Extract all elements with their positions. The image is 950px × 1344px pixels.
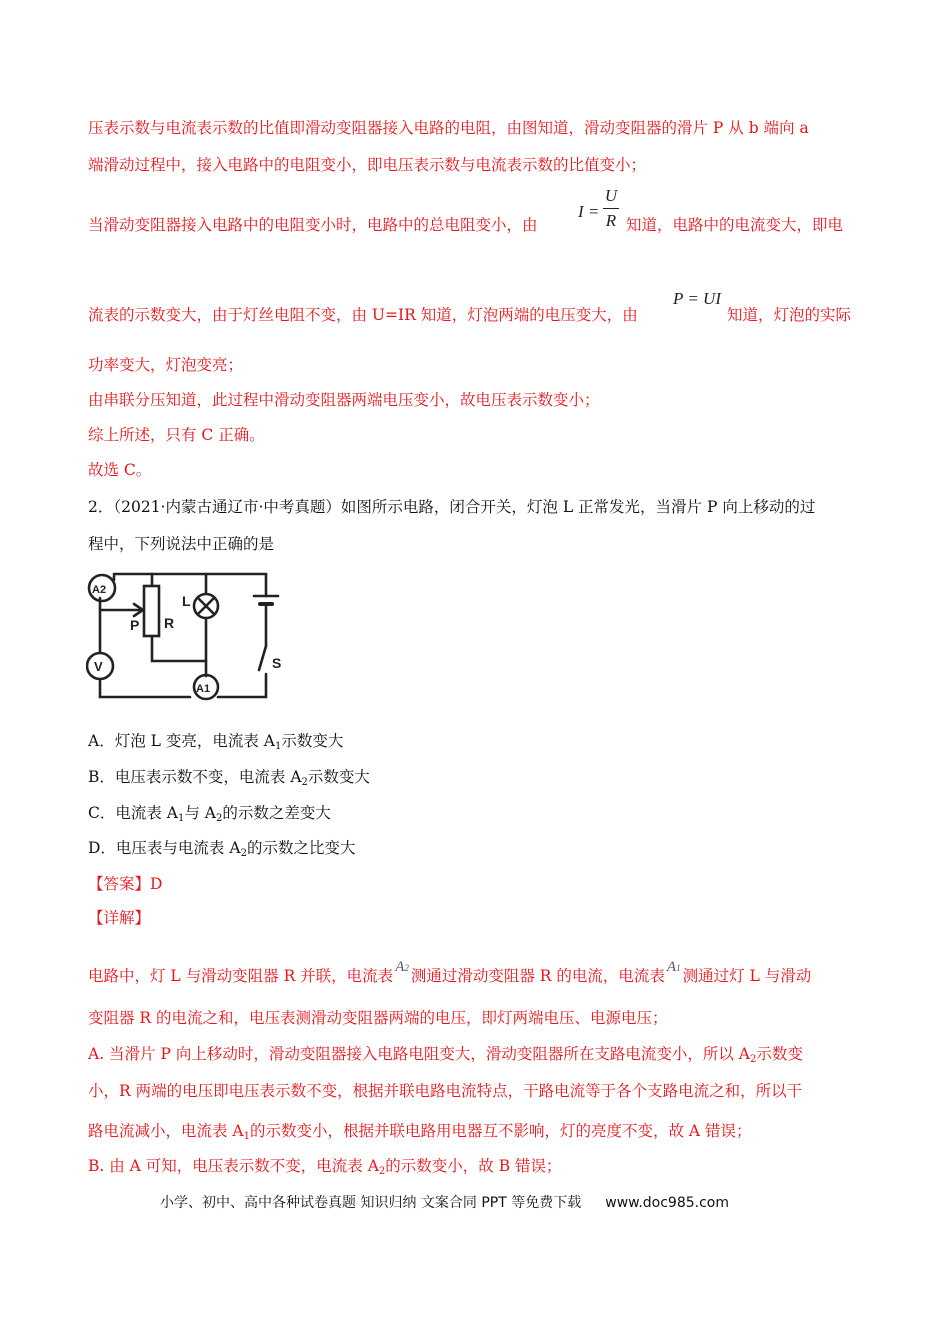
option-b: B．电压表示数不变，电流表 $A_2$示数变大 [88,768,370,788]
solution1-line6: 由串联分压知道，此过程中滑动变阻器两端电压变小，故电压表示数变小； [88,391,600,409]
label-v: V [94,659,103,674]
formula-i-equals: I = [578,202,600,221]
solution2-line4: 小，R 两端的电压即电压表示数不变，根据并联电路电流特点，干路电流等于各个支路电流之和，所以干 [88,1082,803,1100]
solution2-line5: 路电流减小，电流表 $A_1$的示数变小，根据并联电路用电器互不影响，灯的亮度不变，故 A 错误； [88,1122,752,1142]
label-p: P [130,617,140,633]
solution1-line8: 故选 C。 [88,461,152,479]
fraction-bar [603,208,619,209]
solution1-line2: 端滑动过程中，接入电路中的电阻变小，即电压表示数与电流表示数的比值变小； [88,156,647,174]
solution1-line7: 综上所述，只有 C 正确。 [88,426,265,444]
solution1-line4a: 流表的示数变大，由于灯丝电阻不变，由 U=IR 知道，灯泡两端的电压变大，由 [88,306,638,324]
footer-text: 小学、初中、高中各种试卷真题 知识归纳 文案合同 PPT 等免费下载 [160,1195,582,1211]
label-l: L [182,593,191,609]
fraction-numerator: U [604,186,618,205]
switch-blade [259,646,266,670]
solution1-line3a: 当滑动变阻器接入电路中的电阻变小时，电路中的总电阻变小，由 [88,216,538,234]
wire-rheostat-bottom [152,636,206,661]
solution1-line3b: 知道，电路中的电流变大，即电 [626,216,844,234]
solution1-line4b: 知道，灯泡的实际 [727,306,852,324]
answer-label: 【答案】D [88,875,163,893]
question2-stem-line1: 2．（2021·内蒙古通辽市·中考真题）如图所示电路，闭合开关，灯泡 L 正常发光，当滑片 P 向上移动的过 [88,498,816,516]
solution2-line6: B. 由 A 可知，电压表示数不变，电流表 $A_2$的示数变小，故 B 错误； [88,1157,562,1177]
formula-p-equals-ui: P = UI [673,289,721,308]
solution1-line5: 功率变大，灯泡变亮； [88,356,244,374]
option-d: D．电压表与电流表 $A_2$的示数之比变大 [88,839,356,859]
detail-label: 【详解】 [88,909,151,927]
solution2-line3: A. 当滑片 P 向上移动时，滑动变阻器接入电路电阻变大，滑动变阻器所在支路电流变小，所以 $A_2$示数变 [88,1045,803,1065]
option-a: A．灯泡 L 变亮，电流表 $A_1$示数变大 [88,732,344,752]
footer-url[interactable]: www.doc985.com [605,1195,729,1211]
fraction-denominator: R [605,211,617,230]
solution1-line1: 压表示数与电流表示数的比值即滑动变阻器接入电路的电阻，由图知道，滑动变阻器的滑片 P 从 b 端向 a [88,119,809,137]
solution2-line2: 变阻器 R 的电流之和，电压表测滑动变阻器两端的电压，即灯两端电压、电源电压； [88,1009,668,1027]
label-s: S [272,655,282,671]
rheostat-body [144,586,159,636]
circuit-diagram [86,566,286,706]
option-c: C．电流表 $A_1$与 $A_2$的示数之差变大 [88,804,331,824]
formula-fraction [603,186,619,231]
question2-stem-line2: 程中，下列说法中正确的是 [88,535,275,553]
label-a1: A1 [196,683,211,695]
wire-left-lower [100,680,190,697]
page-footer [160,1192,729,1212]
solution2-line1: 电路中，灯 L 与滑动变阻器 R 并联，电流表 A2 测通过滑动变阻器 R 的电流，电流表 A1 测通过灯 L 与滑动 [88,959,812,985]
label-r: R [164,615,175,631]
label-a2: A2 [92,584,107,596]
